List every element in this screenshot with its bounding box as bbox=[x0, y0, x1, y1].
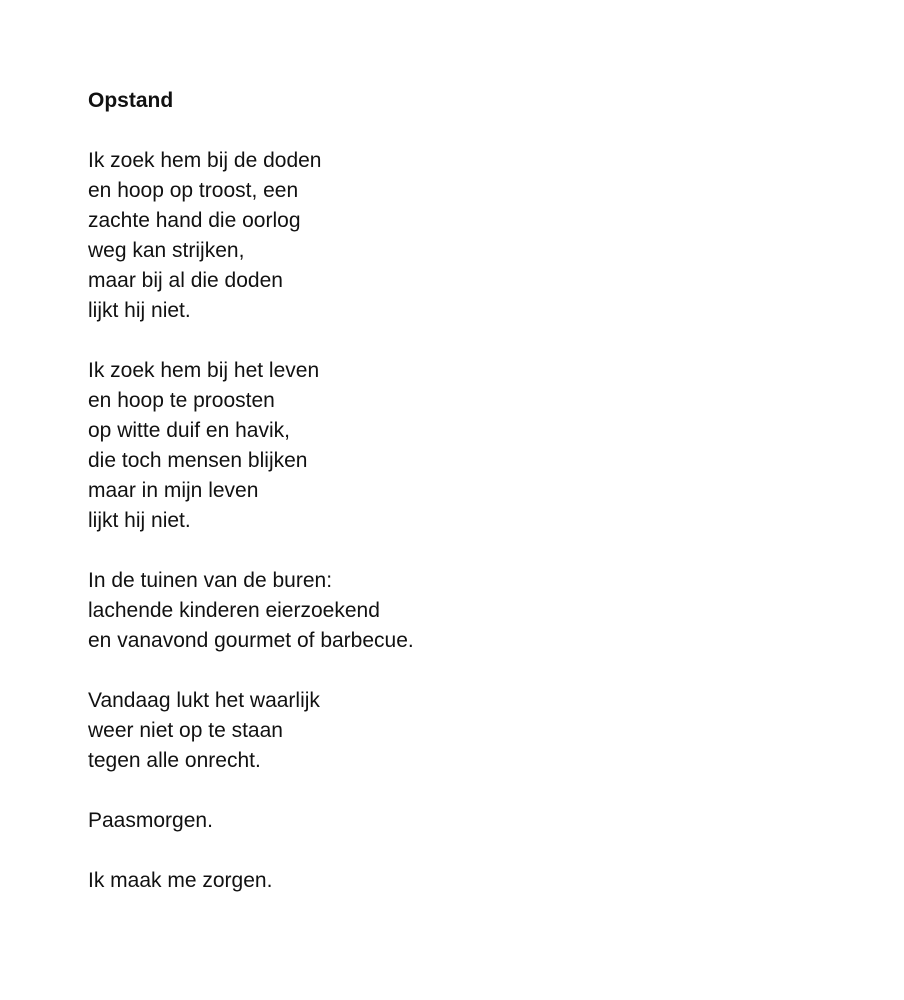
stanza-break bbox=[88, 536, 848, 566]
poem-line: en hoop te proosten bbox=[88, 389, 275, 412]
stanza-break bbox=[88, 776, 848, 806]
poem-line: maar in mijn leven bbox=[88, 479, 259, 502]
poem-line: weg kan strijken, bbox=[88, 239, 245, 262]
poem-line: Ik zoek hem bij de doden bbox=[88, 149, 322, 172]
poem-line: Paasmorgen. bbox=[88, 809, 213, 832]
title-spacing bbox=[88, 116, 848, 146]
poem-line: Ik maak me zorgen. bbox=[88, 869, 273, 892]
stanza-1 bbox=[88, 146, 848, 326]
poem-line: en vanavond gourmet of barbecue. bbox=[88, 629, 414, 652]
poem-line: en hoop op troost, een bbox=[88, 179, 299, 202]
poem-line: In de tuinen van de buren: bbox=[88, 569, 333, 592]
stanza-break bbox=[88, 326, 848, 356]
poem-line: lijkt hij niet. bbox=[88, 299, 191, 322]
stanza-2 bbox=[88, 356, 848, 536]
stanza-3 bbox=[88, 566, 848, 656]
poem bbox=[88, 86, 848, 896]
stanza-4 bbox=[88, 686, 848, 776]
poem-title: Opstand bbox=[88, 89, 174, 112]
poem-line: op witte duif en havik, bbox=[88, 419, 290, 442]
poem-line: zachte hand die oorlog bbox=[88, 209, 301, 232]
stanza-5 bbox=[88, 806, 848, 836]
stanza-6 bbox=[88, 866, 848, 896]
poem-line: weer niet op te staan bbox=[88, 719, 283, 742]
poem-line: Ik zoek hem bij het leven bbox=[88, 359, 320, 382]
stanza-break bbox=[88, 656, 848, 686]
stanza-break bbox=[88, 836, 848, 866]
poem-line: lijkt hij niet. bbox=[88, 509, 191, 532]
poem-line: maar bij al die doden bbox=[88, 269, 283, 292]
poem-line: lachende kinderen eierzoekend bbox=[88, 599, 380, 622]
poem-line: die toch mensen blijken bbox=[88, 449, 308, 472]
poem-line: Vandaag lukt het waarlijk bbox=[88, 689, 320, 712]
poem-line: tegen alle onrecht. bbox=[88, 749, 261, 772]
